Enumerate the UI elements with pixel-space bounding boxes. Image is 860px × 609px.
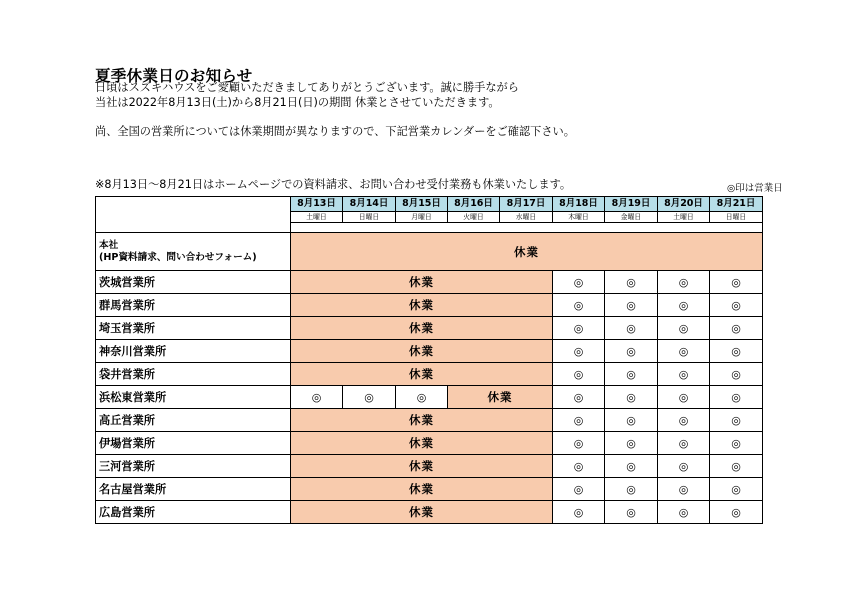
table-row bbox=[96, 340, 763, 363]
table-row bbox=[96, 294, 763, 317]
open-mark: ◎ bbox=[710, 409, 763, 432]
open-mark: ◎ bbox=[658, 340, 710, 363]
open-mark: ◎ bbox=[605, 478, 658, 501]
office-name: 浜松東営業所 bbox=[96, 386, 291, 409]
table-row bbox=[96, 233, 763, 271]
table-row bbox=[96, 478, 763, 501]
open-mark: ◎ bbox=[605, 455, 658, 478]
date-header: 8月15日 bbox=[396, 197, 448, 212]
office-name-main: 本社 bbox=[99, 240, 119, 251]
office-name bbox=[96, 233, 291, 271]
closed-cell: 休業 bbox=[448, 386, 553, 409]
table-row bbox=[96, 501, 763, 524]
open-mark: ◎ bbox=[710, 340, 763, 363]
open-mark: ◎ bbox=[710, 317, 763, 340]
open-mark: ◎ bbox=[553, 455, 605, 478]
date-header: 8月18日 bbox=[553, 197, 605, 212]
open-mark: ◎ bbox=[605, 340, 658, 363]
weekday-header: 日曜日 bbox=[710, 212, 763, 223]
closed-cell: 休業 bbox=[291, 363, 553, 386]
date-header: 8月20日 bbox=[658, 197, 710, 212]
table-row bbox=[96, 363, 763, 386]
open-mark: ◎ bbox=[658, 409, 710, 432]
open-mark: ◎ bbox=[710, 455, 763, 478]
open-mark: ◎ bbox=[710, 294, 763, 317]
corner-cell bbox=[96, 197, 291, 233]
open-mark: ◎ bbox=[710, 478, 763, 501]
table-row bbox=[96, 271, 763, 294]
open-mark: ◎ bbox=[396, 386, 448, 409]
open-mark: ◎ bbox=[553, 363, 605, 386]
table-row bbox=[96, 432, 763, 455]
open-mark: ◎ bbox=[605, 363, 658, 386]
open-mark: ◎ bbox=[710, 386, 763, 409]
open-mark: ◎ bbox=[553, 432, 605, 455]
closed-cell: 休業 bbox=[291, 432, 553, 455]
page-title: 夏季休業日のお知らせ bbox=[95, 67, 253, 85]
open-mark: ◎ bbox=[605, 294, 658, 317]
weekday-header: 日曜日 bbox=[343, 212, 396, 223]
date-header: 8月17日 bbox=[500, 197, 553, 212]
intro-line-2: 当社は2022年8月13日(土)から8月21日(日)の期間 休業とさせていただきます。 bbox=[95, 96, 500, 109]
date-header: 8月13日 bbox=[291, 197, 343, 212]
open-mark: ◎ bbox=[343, 386, 396, 409]
office-name: 伊場営業所 bbox=[96, 432, 291, 455]
intro-line-3: 尚、全国の営業所については休業期間が異なりますので、下記営業カレンダーをご確認下さい。 bbox=[95, 125, 575, 138]
table-row bbox=[96, 386, 763, 409]
open-mark: ◎ bbox=[658, 271, 710, 294]
open-mark: ◎ bbox=[658, 294, 710, 317]
office-name: 埼玉営業所 bbox=[96, 317, 291, 340]
closed-cell: 休業 bbox=[291, 409, 553, 432]
closed-cell: 休業 bbox=[291, 271, 553, 294]
open-mark: ◎ bbox=[553, 478, 605, 501]
closed-cell: 休業 bbox=[291, 233, 763, 271]
date-header: 8月14日 bbox=[343, 197, 396, 212]
open-mark: ◎ bbox=[710, 271, 763, 294]
open-mark: ◎ bbox=[553, 271, 605, 294]
table-row bbox=[96, 455, 763, 478]
intro-line-1: 日頃はスズキハウスをご愛顧いただきましてありがとうございます。誠に勝手ながら bbox=[95, 81, 519, 94]
weekday-header: 水曜日 bbox=[500, 212, 553, 223]
office-name: 三河営業所 bbox=[96, 455, 291, 478]
office-name: 茨城営業所 bbox=[96, 271, 291, 294]
date-header: 8月16日 bbox=[448, 197, 500, 212]
open-mark: ◎ bbox=[658, 455, 710, 478]
open-mark: ◎ bbox=[605, 386, 658, 409]
closed-cell: 休業 bbox=[291, 455, 553, 478]
open-mark: ◎ bbox=[658, 432, 710, 455]
closed-cell: 休業 bbox=[291, 340, 553, 363]
open-mark: ◎ bbox=[710, 363, 763, 386]
open-mark: ◎ bbox=[291, 386, 343, 409]
open-mark: ◎ bbox=[553, 294, 605, 317]
office-name: 広島営業所 bbox=[96, 501, 291, 524]
weekday-header: 月曜日 bbox=[396, 212, 448, 223]
weekday-header: 木曜日 bbox=[553, 212, 605, 223]
header-spacer bbox=[291, 223, 763, 233]
closed-cell: 休業 bbox=[291, 501, 553, 524]
legend-open-mark: ◎印は営業日 bbox=[727, 183, 783, 194]
office-name-sub: (HP資料請求、問い合わせフォーム) bbox=[99, 251, 257, 263]
open-mark: ◎ bbox=[553, 501, 605, 524]
office-name: 神奈川営業所 bbox=[96, 340, 291, 363]
open-mark: ◎ bbox=[605, 501, 658, 524]
open-mark: ◎ bbox=[658, 386, 710, 409]
holiday-calendar-table bbox=[95, 196, 763, 524]
table-row bbox=[96, 409, 763, 432]
closed-cell: 休業 bbox=[291, 294, 553, 317]
office-name: 群馬営業所 bbox=[96, 294, 291, 317]
open-mark: ◎ bbox=[605, 432, 658, 455]
web-closure-note: ※8月13日～8月21日はホームページでの資料請求、お問い合わせ受付業務も休業いたします。 bbox=[95, 178, 572, 191]
date-header: 8月19日 bbox=[605, 197, 658, 212]
open-mark: ◎ bbox=[605, 317, 658, 340]
open-mark: ◎ bbox=[658, 478, 710, 501]
open-mark: ◎ bbox=[553, 409, 605, 432]
open-mark: ◎ bbox=[658, 363, 710, 386]
open-mark: ◎ bbox=[605, 409, 658, 432]
weekday-header: 土曜日 bbox=[658, 212, 710, 223]
office-name: 袋井営業所 bbox=[96, 363, 291, 386]
weekday-header: 火曜日 bbox=[448, 212, 500, 223]
open-mark: ◎ bbox=[710, 432, 763, 455]
date-header: 8月21日 bbox=[710, 197, 763, 212]
open-mark: ◎ bbox=[553, 317, 605, 340]
office-name: 高丘営業所 bbox=[96, 409, 291, 432]
table-row bbox=[96, 317, 763, 340]
open-mark: ◎ bbox=[605, 271, 658, 294]
office-name: 名古屋営業所 bbox=[96, 478, 291, 501]
open-mark: ◎ bbox=[710, 501, 763, 524]
open-mark: ◎ bbox=[553, 340, 605, 363]
open-mark: ◎ bbox=[553, 386, 605, 409]
weekday-header: 金曜日 bbox=[605, 212, 658, 223]
closed-cell: 休業 bbox=[291, 317, 553, 340]
closed-cell: 休業 bbox=[291, 478, 553, 501]
open-mark: ◎ bbox=[658, 501, 710, 524]
open-mark: ◎ bbox=[658, 317, 710, 340]
weekday-header: 土曜日 bbox=[291, 212, 343, 223]
